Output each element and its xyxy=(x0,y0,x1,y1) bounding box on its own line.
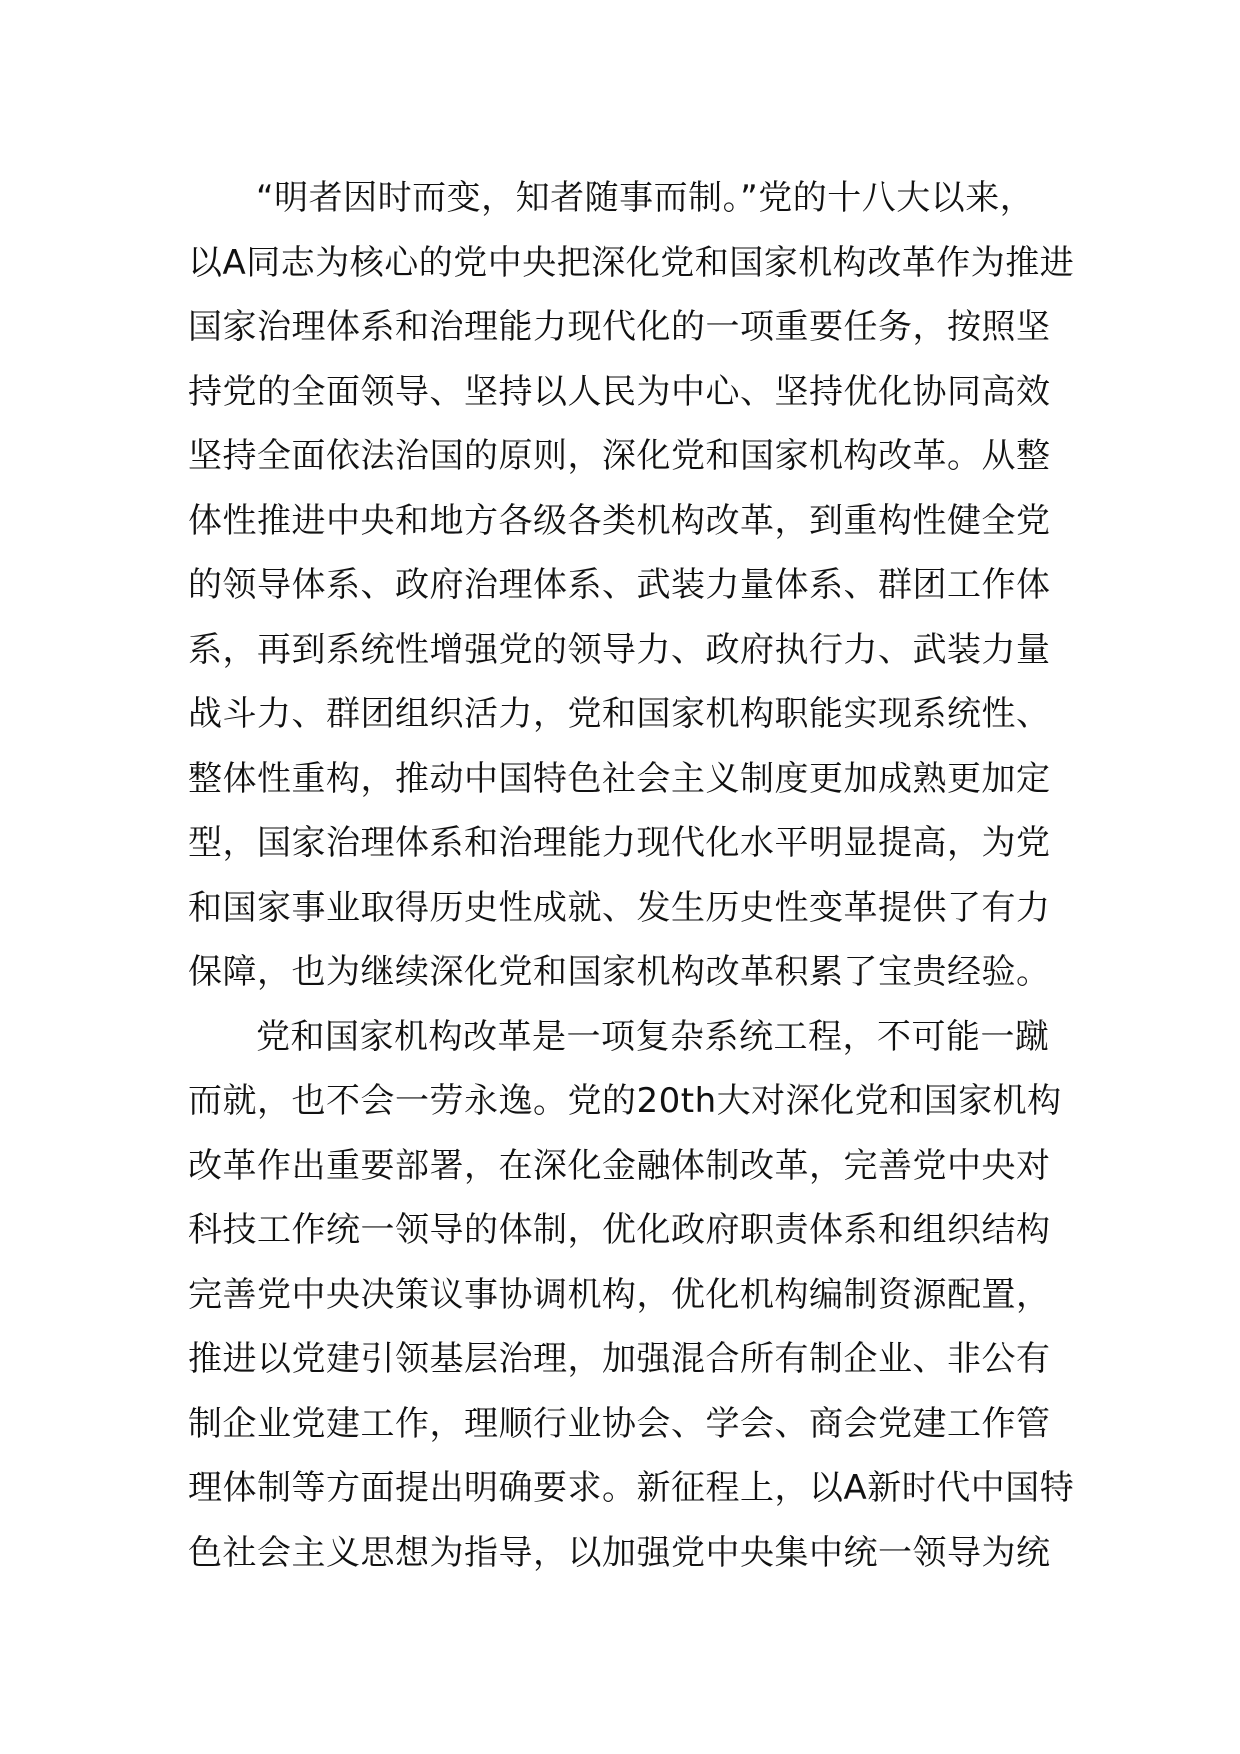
text-line: 持党的全面领导、坚持以人民为中心、坚持优化协同高效 xyxy=(188,371,1051,412)
text-line: 党和国家机构改革是一项复杂系统工程，不可能一蹴 xyxy=(256,1016,1050,1057)
text-line: 制企业党建工作，理顺行业协会、学会、商会党建工作管 xyxy=(188,1403,1051,1444)
text-line: 而就，也不会一劳永逸。党的20th大对深化党和国家机构 xyxy=(188,1081,1062,1121)
text-line: 整体性重构，推动中国特色社会主义制度更加成熟更加定 xyxy=(188,758,1051,799)
text-line: 科技工作统一领导的体制，优化政府职责体系和组织结构 xyxy=(188,1210,1051,1250)
text-line: 理体制等方面提出明确要求。新征程上，以A新时代中国特 xyxy=(188,1468,1075,1508)
text-line: 战斗力、群团组织活力，党和国家机构职能实现系统性、 xyxy=(188,694,1051,734)
text-line: 系，再到系统性增强党的领导力、政府执行力、武装力量 xyxy=(188,629,1051,670)
text-line: 改革作出重要部署，在深化金融体制改革，完善党中央对 xyxy=(188,1145,1051,1186)
text-line: 坚持全面依法治国的原则，深化党和国家机构改革。从整 xyxy=(188,436,1051,476)
text-line: 以A同志为核心的党中央把深化党和国家机构改革作为推进 xyxy=(188,242,1075,283)
text-line: 完善党中央决策议事协调机构，优化机构编制资源配置， xyxy=(188,1274,1051,1315)
paragraph-2 xyxy=(188,1005,1088,1586)
text-line: 型，国家治理体系和治理能力现代化水平明显提高，为党 xyxy=(188,823,1051,863)
text-line: “明者因时而变，知者随事而制。”党的十八大以来， xyxy=(256,178,1035,218)
text-line: 国家治理体系和治理能力现代化的一项重要任务，按照坚 xyxy=(188,307,1051,347)
text-line: 和国家事业取得历史性成就、发生历史性变革提供了有力 xyxy=(188,887,1051,928)
text-line: 色社会主义思想为指导，以加强党中央集中统一领导为统 xyxy=(188,1532,1051,1573)
text-line: 保障，也为继续深化党和国家机构改革积累了宝贵经验。 xyxy=(188,952,1051,992)
document-body xyxy=(188,166,1088,1585)
paragraph-1 xyxy=(188,166,1088,1005)
text-line: 推进以党建引领基层治理，加强混合所有制企业、非公有 xyxy=(188,1339,1051,1379)
text-line: 的领导体系、政府治理体系、武装力量体系、群团工作体 xyxy=(188,565,1051,605)
text-line: 体性推进中央和地方各级各类机构改革，到重构性健全党 xyxy=(188,500,1051,541)
